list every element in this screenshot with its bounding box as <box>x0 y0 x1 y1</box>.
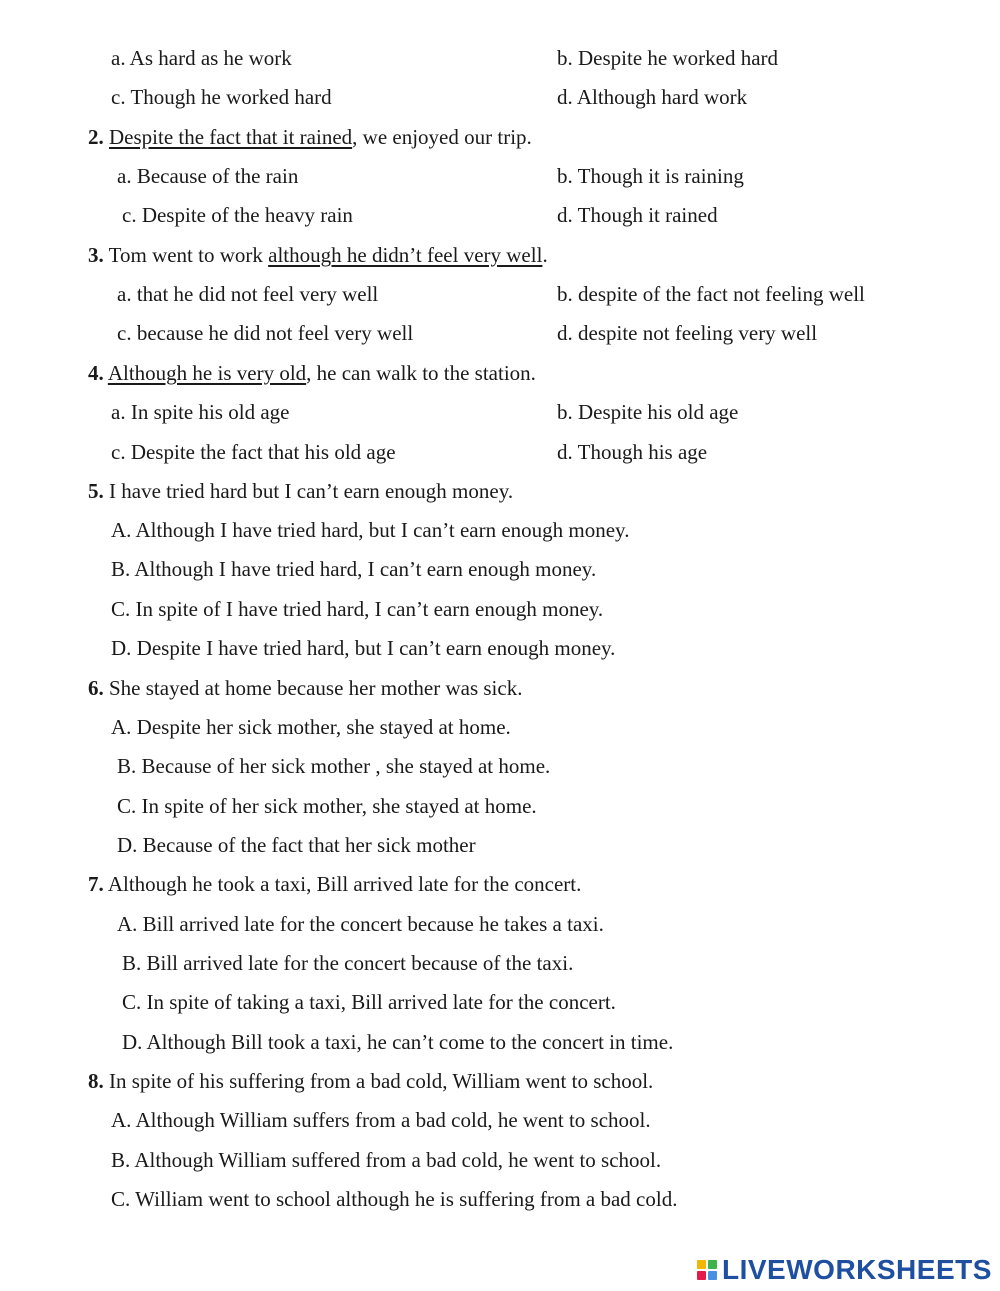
q6-question <box>88 675 522 701</box>
q6-number: 6. <box>88 676 104 700</box>
q2-option-d[interactable]: d. Though it rained <box>557 203 718 227</box>
q2-question <box>88 124 532 150</box>
q5-text: I have tried hard but I can’t earn enough money. <box>109 479 514 503</box>
q8-question <box>88 1068 653 1094</box>
q5-option-c[interactable]: C. In spite of I have tried hard, I can’t earn enough money. <box>111 597 604 621</box>
q4-question <box>88 360 536 386</box>
q2-option-c[interactable]: c. Despite of the heavy rain <box>122 203 353 227</box>
q7-option-a[interactable]: A. Bill arrived late for the concert because he takes a taxi. <box>117 912 604 936</box>
q7-option-b[interactable]: B. Bill arrived late for the concert because of the taxi. <box>122 951 574 975</box>
q3-post: . <box>542 243 548 267</box>
q4-number: 4. <box>88 361 104 385</box>
q3-pre: Tom went to work <box>108 243 269 267</box>
q3-option-a[interactable]: a. that he did not feel very well <box>117 282 379 306</box>
q3-option-b[interactable]: b. despite of the fact not feeling well <box>557 282 865 306</box>
q3-option-c[interactable]: c. because he did not feel very well <box>117 321 414 345</box>
q1-option-d[interactable]: d. Although hard work <box>557 85 748 109</box>
q1-option-a[interactable]: a. As hard as he work <box>111 46 292 70</box>
q6-option-a[interactable]: A. Despite her sick mother, she stayed at home. <box>111 715 511 739</box>
logo-block <box>708 1260 717 1269</box>
q2-number: 2. <box>88 125 104 149</box>
q5-number: 5. <box>88 479 104 503</box>
q4-underlined-phrase: Although he is very old <box>107 361 307 385</box>
q5-question <box>88 478 513 504</box>
q3-option-d[interactable]: d. despite not feeling very well <box>557 321 818 345</box>
q7-question <box>88 871 581 897</box>
q6-option-d[interactable]: D. Because of the fact that her sick mother <box>117 833 476 857</box>
q6-text: She stayed at home because her mother was sick. <box>109 676 523 700</box>
logo-text: LIVEWORKSHEETS <box>722 1254 992 1285</box>
q8-option-b[interactable]: B. Although William suffered from a bad cold, he went to school. <box>111 1148 662 1172</box>
q1-option-b[interactable]: b. Despite he worked hard <box>557 46 779 70</box>
q3-number: 3. <box>88 243 104 267</box>
logo-block <box>697 1271 706 1280</box>
q1-option-c[interactable]: c. Though he worked hard <box>111 85 332 109</box>
q6-option-c[interactable]: C. In spite of her sick mother, she stayed at home. <box>117 794 537 818</box>
q7-option-c[interactable]: C. In spite of taking a taxi, Bill arrived late for the concert. <box>122 990 616 1014</box>
q4-rest: , he can walk to the station. <box>306 361 536 385</box>
q8-text: In spite of his suffering from a bad cold, William went to school. <box>109 1069 654 1093</box>
q4-option-c[interactable]: c. Despite the fact that his old age <box>111 440 396 464</box>
q8-option-c[interactable]: C. William went to school although he is suffering from a bad cold. <box>111 1187 678 1211</box>
q3-underlined-phrase: although he didn’t feel very well <box>268 243 543 267</box>
q3-question <box>88 242 548 268</box>
q7-option-d[interactable]: D. Although Bill took a taxi, he can’t come to the concert in time. <box>122 1030 674 1054</box>
logo-block <box>708 1271 717 1280</box>
q4-option-d[interactable]: d. Though his age <box>557 440 708 464</box>
q2-rest: , we enjoyed our trip. <box>352 125 532 149</box>
q8-option-a[interactable]: A. Although William suffers from a bad cold, he went to school. <box>111 1108 651 1132</box>
q5-option-d[interactable]: D. Despite I have tried hard, but I can’t earn enough money. <box>111 636 616 660</box>
q7-number: 7. <box>88 872 104 896</box>
q5-option-a[interactable]: A. Although I have tried hard, but I can’t earn enough money. <box>111 518 630 542</box>
q4-option-b[interactable]: b. Despite his old age <box>557 400 739 424</box>
q2-option-b[interactable]: b. Though it is raining <box>557 164 744 188</box>
q5-option-b[interactable]: B. Although I have tried hard, I can’t earn enough money. <box>111 557 597 581</box>
logo-blocks-icon <box>697 1260 717 1280</box>
q4-option-a[interactable]: a. In spite his old age <box>111 400 290 424</box>
liveworksheets-logo <box>697 1254 992 1286</box>
q8-number: 8. <box>88 1069 104 1093</box>
q6-option-b[interactable]: B. Because of her sick mother , she stayed at home. <box>117 754 551 778</box>
logo-block <box>697 1260 706 1269</box>
q2-option-a[interactable]: a. Because of the rain <box>117 164 299 188</box>
q2-underlined-phrase: Despite the fact that it rained <box>109 125 353 149</box>
q7-text: Although he took a taxi, Bill arrived late for the concert. <box>107 872 582 896</box>
